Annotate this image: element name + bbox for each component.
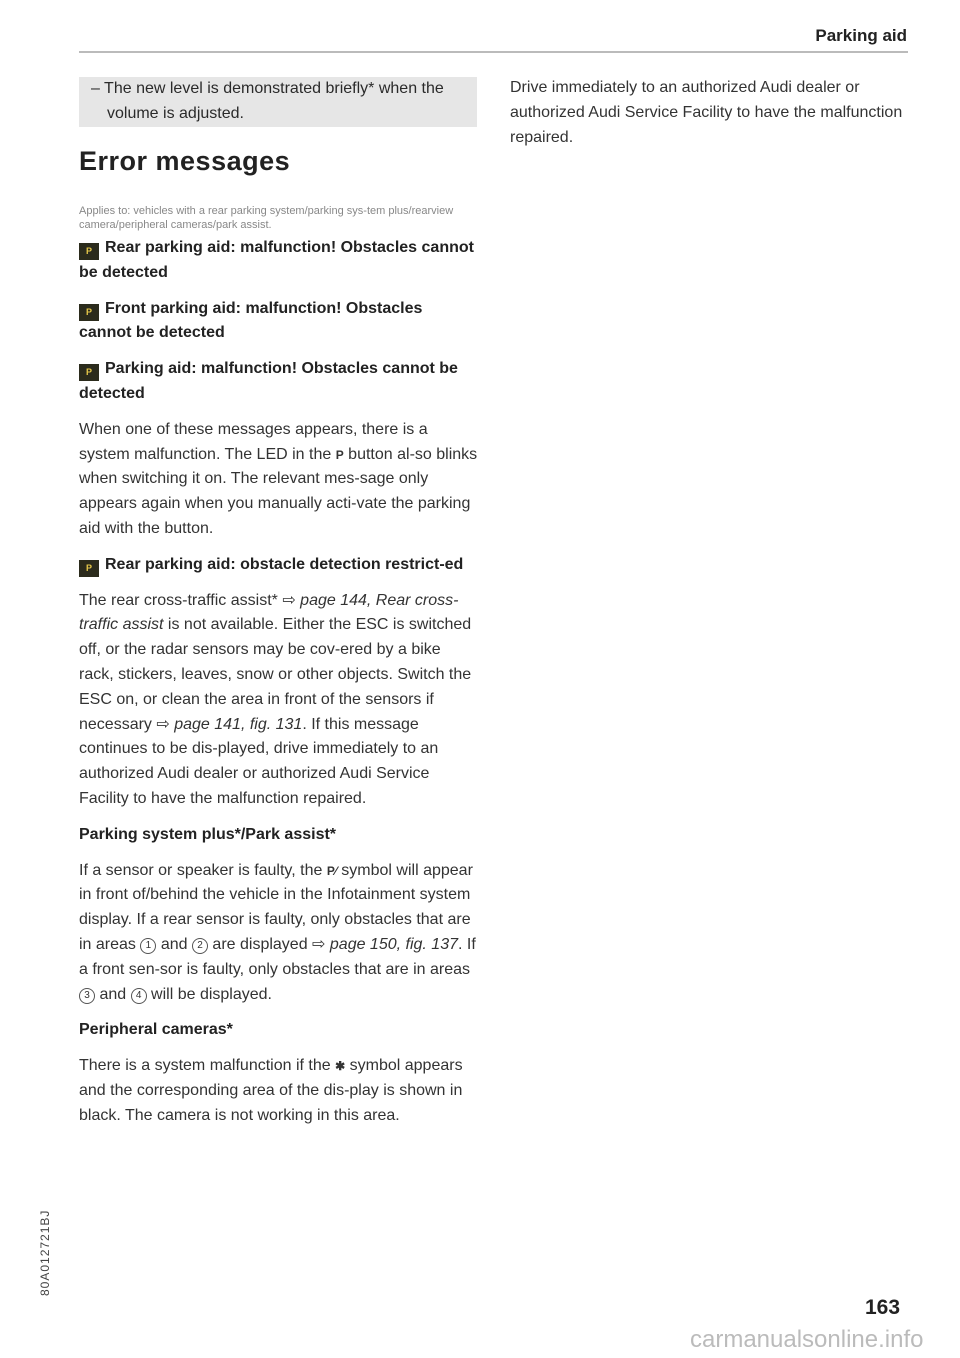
applies-to: Applies to: vehicles with a rear parking system/parking sys-tem plus/rearview camera/peripheral cameras/park assist. [79, 205, 454, 231]
page-number: 163 [865, 1296, 901, 1319]
parking-warning-icon: P [79, 243, 99, 260]
area-2-marker: 2 [192, 938, 208, 954]
section-header: Parking aid [815, 26, 907, 45]
text: is not available. Either the ESC is switched off, or the radar sensors may be cov-ered by a bike rack, stickers, leaves, snow or other objects. Switch the ESC on, or clean the area in front of the sensors if necessary ⇨ [79, 616, 472, 733]
message-text: Front parking aid: malfunction! Obstacles cannot be detected [79, 299, 423, 342]
text: will be displayed. [146, 985, 272, 1003]
page-reference-link[interactable]: page 144, Rear cross-traffic assist [79, 591, 459, 634]
message-text: Rear parking aid: malfunction! Obstacles cannot be detected [79, 239, 474, 281]
subheading: Parking system plus*/Park assist* [79, 825, 337, 843]
message-heading [79, 553, 479, 578]
text: . If a front sen-sor is faulty, only obstacles that are in areas [79, 935, 476, 978]
text: symbol will appear in front of/behind the vehicle in the Infotainment system display. If a rear sensor is faulty, only obstacles that are in areas [79, 861, 473, 953]
area-4-marker: 4 [131, 988, 147, 1004]
text: and [99, 985, 131, 1003]
text: are displayed ⇨ [207, 935, 330, 953]
paragraph [79, 418, 479, 542]
document-code: 80A012721BJ [38, 1209, 52, 1296]
right-column-paragraph: Drive immediately to an authorized Audi dealer or authorized Audi Service Facility to have the malfunction repaired. [510, 79, 903, 146]
message-heading [79, 357, 479, 407]
paragraph [79, 859, 479, 1008]
sensor-fault-icon: P⁄ [326, 863, 337, 878]
message-text: Parking aid: malfunction! Obstacles cannot be detected [79, 360, 458, 402]
text: The rear cross-traffic assist* ⇨ [79, 591, 301, 609]
page-title: Error messages [79, 146, 291, 176]
text: symbol appears and the corresponding area of the dis-play is shown in black. The camera is not working in this area. [79, 1057, 463, 1124]
parking-warning-icon: P [79, 364, 99, 381]
area-1-marker: 1 [140, 938, 156, 954]
camera-fault-icon: ✱ [335, 1059, 346, 1074]
parking-warning-icon: P [79, 304, 99, 321]
paragraph [79, 589, 479, 812]
subheading: Peripheral cameras* [79, 1021, 233, 1039]
message-heading [79, 297, 479, 347]
text: When one of these messages appears, there is a system malfunction. The LED in the [79, 420, 428, 463]
text: button al-so blinks when switching it on. The relevant mes-sage only appears again when you manually acti-vate the parking aid with the button. [79, 445, 478, 537]
header-divider [79, 51, 908, 53]
left-column [79, 236, 479, 1140]
text: . If this message continues to be dis-played, drive immediately to an authorized Audi dealer or authorized Audi Service Facility to have the malfunction repaired. [79, 715, 439, 807]
message-heading [79, 236, 479, 286]
note-text: – The new level is demonstrated briefly* when the volume is adjusted. [91, 80, 444, 122]
text: and [156, 935, 192, 953]
watermark: carmanualsonline.info [690, 1326, 924, 1353]
paragraph [79, 1054, 479, 1128]
note-box [79, 77, 477, 127]
parking-aid-button-icon: P [335, 447, 344, 462]
text: If a sensor or speaker is faulty, the [79, 861, 327, 879]
parking-warning-icon: P [79, 560, 99, 577]
page-reference-link[interactable]: page 150, fig. 137 [329, 935, 458, 953]
page-reference-link[interactable]: page 141, fig. 131 [174, 715, 303, 733]
message-text: Rear parking aid: obstacle detection restrict-ed [105, 555, 464, 573]
area-3-marker: 3 [79, 988, 95, 1004]
text: There is a system malfunction if the [79, 1057, 336, 1075]
